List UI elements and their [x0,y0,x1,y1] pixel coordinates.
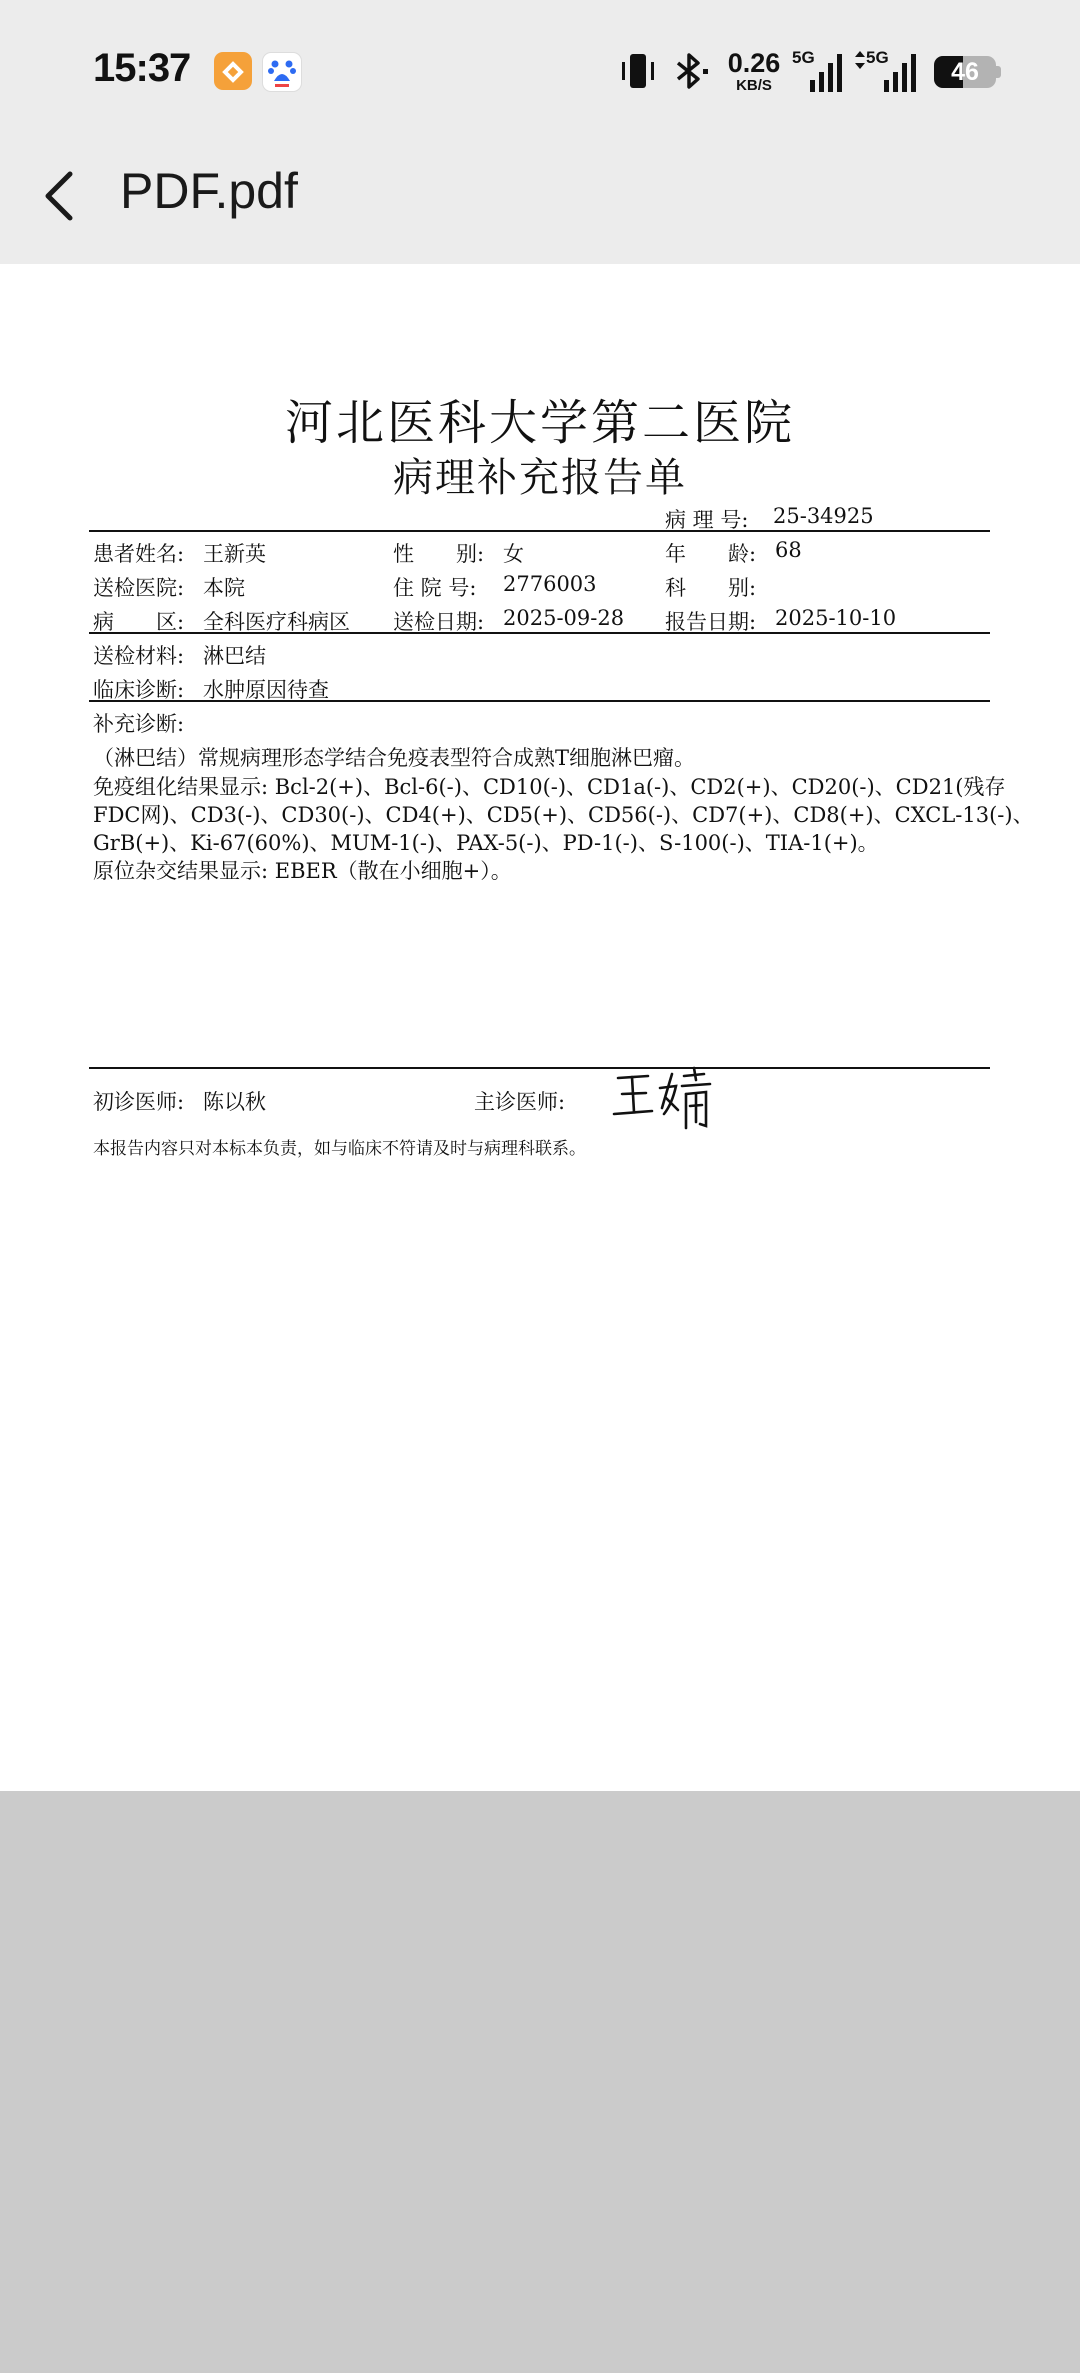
disclaimer: 本报告内容只对本标本负责，如与临床不符请及时与病理科联系。 [93,1139,586,1159]
ward-label: 病 区: [93,610,185,634]
age-value: 68 [775,538,802,562]
pathology-no: 25-34925 [773,504,874,528]
vibrate-icon [620,52,656,90]
pdf-page[interactable] [0,264,1080,1791]
ihc-line-3: GrB(+)、Ki-67(60%)、MUM-1(-)、PAX-5(-)、PD-1(-)、S-100(-)、TIA-1(+)。 [93,831,879,855]
battery-icon [934,56,996,88]
report-date-label: 报告日期: [665,610,757,634]
back-arrow-icon[interactable] [36,160,86,230]
title-bar [0,130,1080,264]
initial-doctor-label: 初诊医师: [93,1090,185,1114]
divider [89,700,990,702]
inpatient-no: 2776003 [503,572,597,596]
department-label: 科 别: [665,576,757,600]
diagnosis-line: （淋巴结）常规病理形态学结合免疫表型符合成熟T细胞淋巴瘤。 [93,746,696,770]
clinical-dx-label: 临床诊断: [93,678,185,702]
submit-date: 2025-09-28 [503,606,625,630]
ish-line: 原位杂交结果显示: EBER（散在小细胞+）。 [93,859,512,883]
hospital-name: 河北医科大学第二医院 [284,395,795,451]
network-speed-value: 0.26 [727,48,781,78]
divider [89,530,990,532]
document-title: PDF.pdf [120,163,298,219]
inpatient-no-label: 住 院 号: [393,576,477,600]
attending-doctor-label: 主诊医师: [474,1090,566,1114]
sim2-network-label: 5G [866,48,889,67]
baidu-app-icon [262,52,302,92]
divider [89,632,990,634]
sim1-signal-icon [792,48,844,92]
hospital-from: 本院 [203,576,245,600]
sex-value: 女 [503,542,524,566]
age-label: 年 龄: [665,542,757,566]
patient-name-label: 患者姓名: [93,542,185,566]
ihc-line-1: 免疫组化结果显示: Bcl-2(+)、Bcl-6(-)、CD10(-)、CD1a(-)、CD2(+)、CD20(-)、CD21(残存 [93,775,1006,799]
submit-date-label: 送检日期: [393,610,485,634]
network-speed [722,50,786,93]
hospital-from-label: 送检医院: [93,576,185,600]
ihc-line-2: FDC网)、CD3(-)、CD30(-)、CD4(+)、CD5(+)、CD56(-)、CD7(+)、CD8(+)、CXCL-13(-)、 [93,803,1034,827]
report-title: 病理补充报告单 [393,455,687,501]
sim1-network-label: 5G [792,48,815,67]
patient-name: 王新英 [203,542,266,566]
pathology-no-label: 病 理 号: [665,508,749,532]
clinical-dx-value: 水肿原因待查 [203,678,329,702]
viewer-background [0,1791,1080,2373]
material-label: 送检材料: [93,644,185,668]
material-value: 淋巴结 [203,644,266,668]
status-bar [0,0,1080,130]
divider [89,1067,990,1069]
battery-tip [996,66,1001,78]
network-speed-unit: KB/S [736,77,772,94]
sex-label: 性 别: [393,542,485,566]
battery-level: 46 [951,58,979,86]
initial-doctor: 陈以秋 [203,1090,266,1114]
bluetooth-icon [672,52,712,90]
supp-dx-label: 补充诊断: [93,712,185,736]
app-notification-icon [214,52,252,90]
status-time: 15:37 [93,46,191,90]
sim2-signal-icon [854,48,918,92]
report-date: 2025-10-10 [775,606,897,630]
ward-value: 全科医疗科病区 [203,610,350,634]
handwritten-signature [610,1064,720,1134]
